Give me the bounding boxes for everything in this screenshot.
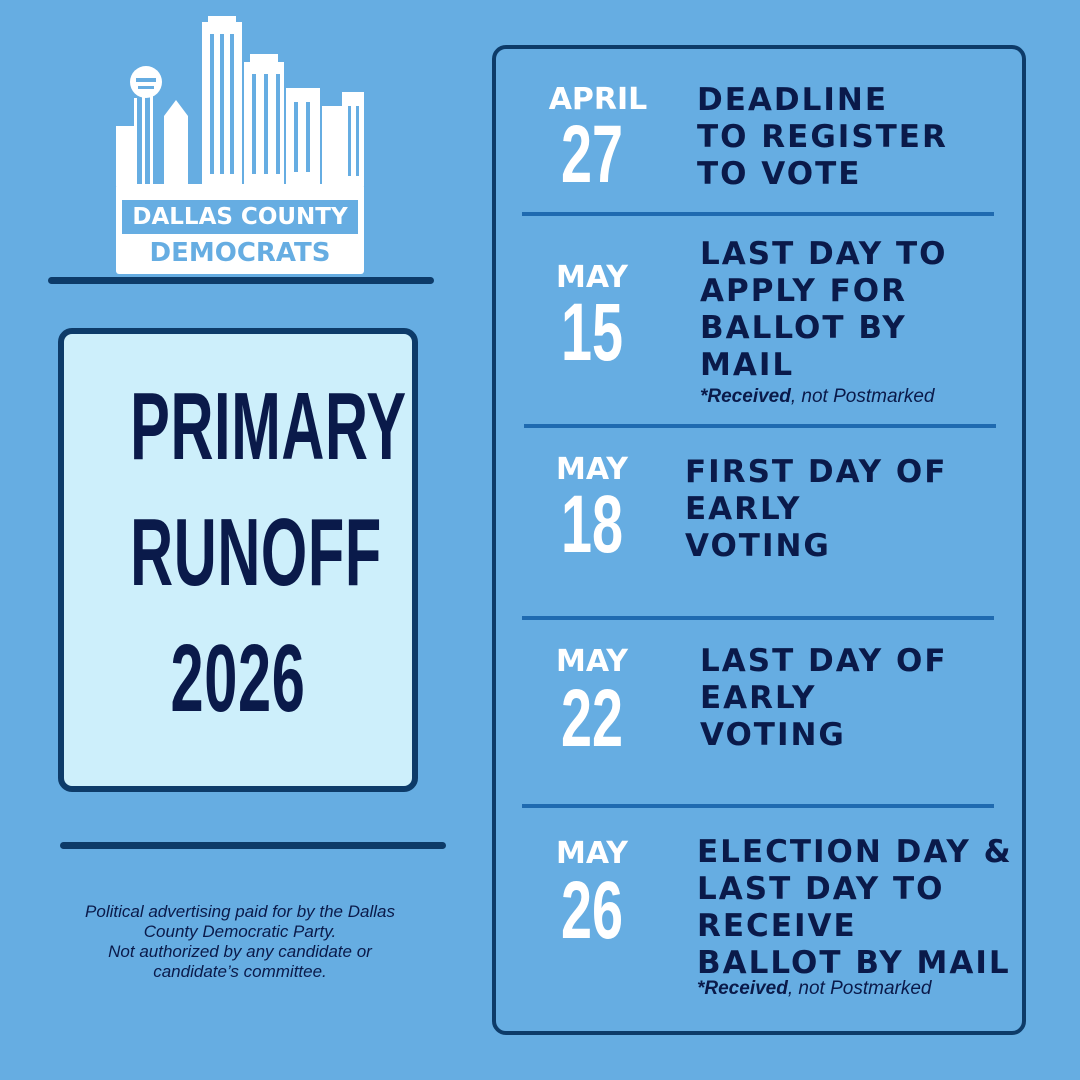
title-line-1: PRIMARY <box>130 373 407 480</box>
event-line: MAIL <box>700 347 795 383</box>
event-line: EARLY <box>700 680 817 716</box>
note-rest: , not Postmarked <box>790 386 935 407</box>
date-note <box>697 978 931 1000</box>
event-line: TO REGISTER <box>697 119 948 155</box>
top-left-divider <box>48 277 434 284</box>
date-day: 15 <box>560 287 624 378</box>
note-rest: , not Postmarked <box>787 978 932 999</box>
logo-plate <box>116 184 364 274</box>
logo-line-2: DEMOCRATS <box>149 238 331 268</box>
event-line: VOTING <box>700 717 846 753</box>
title-line-2: RUNOFF <box>130 499 382 606</box>
row-divider <box>524 424 996 428</box>
event-line: ELECTION DAY & <box>697 834 1013 870</box>
date-event <box>700 643 948 754</box>
date-day: 22 <box>560 673 624 764</box>
date-day: 18 <box>560 479 624 570</box>
logo-line-1: DALLAS COUNTY <box>122 200 358 234</box>
event-line: LAST DAY TO <box>697 871 945 907</box>
event-line: LAST DAY TO <box>700 236 948 272</box>
title-line-3: 2026 <box>170 625 306 732</box>
disclaimer <box>40 902 440 982</box>
event-line: BALLOT BY <box>700 310 907 346</box>
dallas-skyline-icon <box>116 16 366 186</box>
logo <box>116 16 366 268</box>
date-day: 26 <box>560 865 624 956</box>
date-event <box>697 82 948 193</box>
row-divider <box>522 212 994 216</box>
event-line: VOTING <box>685 528 831 564</box>
event-line: BALLOT BY MAIL <box>697 945 1011 981</box>
title-box <box>58 328 418 792</box>
date-month: MAY <box>556 836 628 871</box>
event-line: TO VOTE <box>697 156 862 192</box>
date-day: 27 <box>560 109 624 200</box>
event-line: DEADLINE <box>697 82 889 118</box>
date-event <box>700 236 948 384</box>
date-month: MAY <box>556 260 628 295</box>
event-line: LAST DAY OF <box>700 643 948 679</box>
note-bold: *Received <box>697 978 788 999</box>
date-note <box>700 386 934 408</box>
bottom-left-divider <box>60 842 446 849</box>
disclaimer-line: County Democratic Party. <box>143 922 337 941</box>
date-event <box>697 834 1013 982</box>
disclaimer-line: Not authorized by any candidate or <box>108 942 372 961</box>
date-month: APRIL <box>548 82 648 117</box>
date-month: MAY <box>556 644 628 679</box>
event-line: RECEIVE <box>697 908 857 944</box>
date-event <box>685 454 947 565</box>
date-month: MAY <box>556 452 628 487</box>
disclaimer-line: Political advertising paid for by the Dallas <box>85 902 395 921</box>
event-line: APPLY FOR <box>700 273 907 309</box>
row-divider <box>522 616 994 620</box>
disclaimer-line: candidate’s committee. <box>153 962 327 981</box>
row-divider <box>522 804 994 808</box>
event-line: EARLY <box>685 491 802 527</box>
event-line: FIRST DAY OF <box>685 454 948 490</box>
note-bold: *Received <box>700 386 791 407</box>
